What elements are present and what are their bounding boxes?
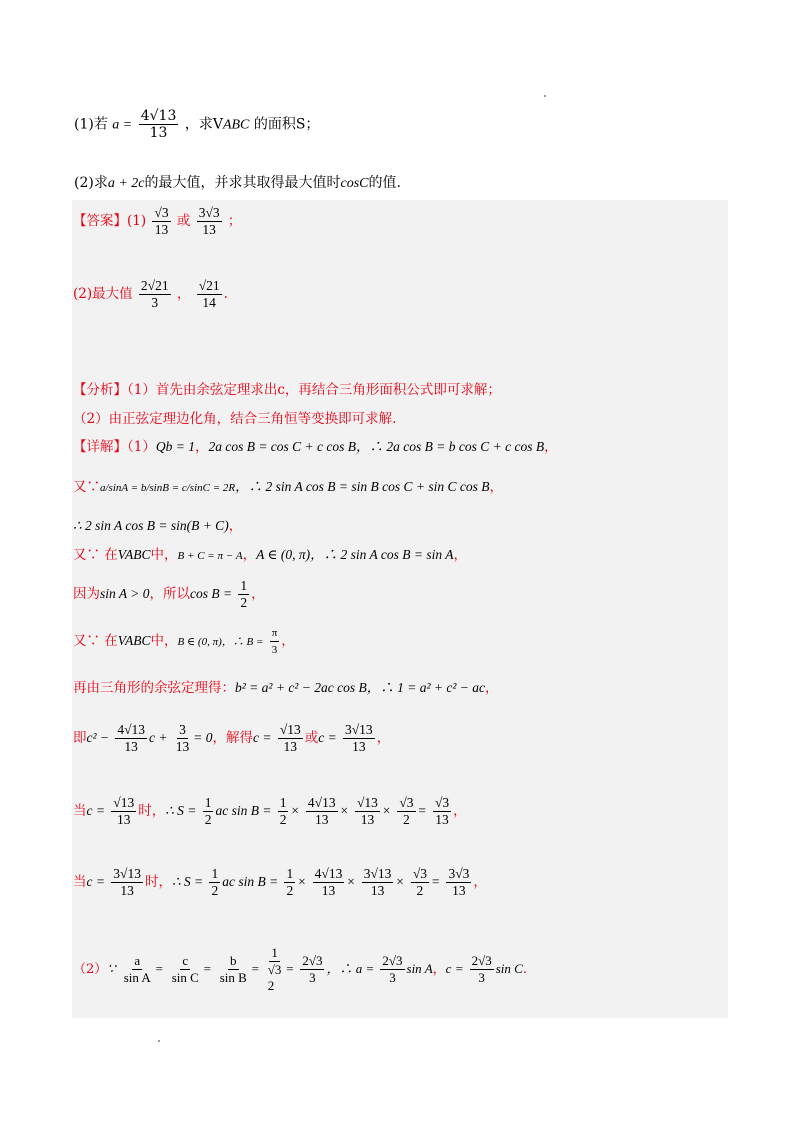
scan-dot — [544, 95, 546, 97]
scan-dot — [158, 1040, 160, 1042]
q1-fraction: $\frac{4√13}{13}$ — [140, 108, 177, 141]
analysis-line2: （2）由正弦定理边化角，结合三角恒等变换即可求解. — [73, 411, 397, 427]
detail-line1: 【详解】（1）Qb = 1，2a cos B = cos C + c cos B，∴ 2a cos B = b cos C + c cos B， — [73, 439, 558, 455]
detail-line5: 因为sin A > 0，所以cos B = $\frac{1}{2}$ ， — [73, 578, 265, 610]
detail-line7: 再由三角形的余弦定理得：b² = a² + c² − 2ac cos B，∴ 1 = a² + c² − ac， — [73, 680, 499, 696]
answer-value3: $\frac{2√21}{3}$ — [140, 278, 169, 310]
detail-line4: 又∵ 在VABC中，B + C = π − A，A ∈ (0, π)，∴ 2 sin A cos B = sin A， — [73, 547, 467, 563]
q1-equation: a = — [112, 117, 133, 133]
question-part1: (1)若 a = $\frac{4√13}{13}$ ，求VABC 的面积S； — [74, 108, 320, 141]
detail-line11: （2）∵ $\frac{a}{\text{sin A}}$ = $\frac{c}{\text{sin C}}$ = $\frac{b}{\text{sin B}}$ = 1 √3 2 = $\frac{2√3}{3}$ ，∴ a = $\frac{2√3}{3}$ sin A，c = $\frac{2√3}{3}$ sin C. — [73, 945, 527, 993]
answer-value1: $\frac{√3}{13}$ — [154, 205, 169, 237]
answer-label: 【答案】 — [73, 213, 127, 229]
analysis-label: 【分析】 — [73, 382, 127, 398]
triangle-symbol: V — [212, 116, 223, 133]
question-part2: (2)求a + 2c的最大值，并求其取得最大值时cosC的值. — [74, 175, 401, 191]
answer-line2: (2)最大值 $\frac{2√21}{3}$ ， $\frac{√21}{14}$ . — [73, 278, 228, 310]
detail-line9: 当c = $\frac{√13}{13}$ 时，∴ S = $\frac{1}{2}$ ac sin B = $\frac{1}{2}$ × $\frac{4√13}{13}$ × $\frac{√13}{13}$ × $\frac{√3}{2}$ = $\frac{√3}{13}$ ， — [73, 795, 467, 827]
answer-value4: $\frac{√21}{14}$ — [198, 278, 220, 310]
detail-line8: 即c² − $\frac{4√13}{13}$ c + $\frac{3}{13}$ = 0，解得c = $\frac{√13}{13}$ 或c = $\frac{3√13}{13}$ ， — [73, 722, 391, 754]
answer-line1: 【答案】(1) $\frac{√3}{13}$ 或 $\frac{3√3}{13}$ ； — [73, 205, 242, 237]
q1-number: (1)若 — [74, 116, 108, 133]
detail-line6: 又∵ 在VABC中，B ∈ (0, π)，∴ B = $\frac{\pi}{3}$ ， — [73, 627, 295, 656]
detail-line3: ∴ 2 sin A cos B = sin(B + C)， — [73, 518, 243, 534]
answer-value2: $\frac{3√3}{13}$ — [198, 205, 220, 237]
analysis-line1: 【分析】（1）首先由余弦定理求出c，再结合三角形面积公式即可求解； — [73, 382, 501, 398]
detail-line10: 当c = $\frac{3√13}{13}$ 时，∴ S = $\frac{1}{2}$ ac sin B = $\frac{1}{2}$ × $\frac{4√13}{13}$ × $\frac{3√13}{13}$ × $\frac{√3}{2}$ = $\frac{3√3}{13}$ ， — [73, 866, 487, 898]
detail-label: 【详解】 — [73, 439, 127, 455]
detail-line2: 又∵a/sinA = b/sinB = c/sinC = 2R，∴ 2 sin A cos B = sin B cos C + sin C cos B， — [73, 479, 503, 495]
